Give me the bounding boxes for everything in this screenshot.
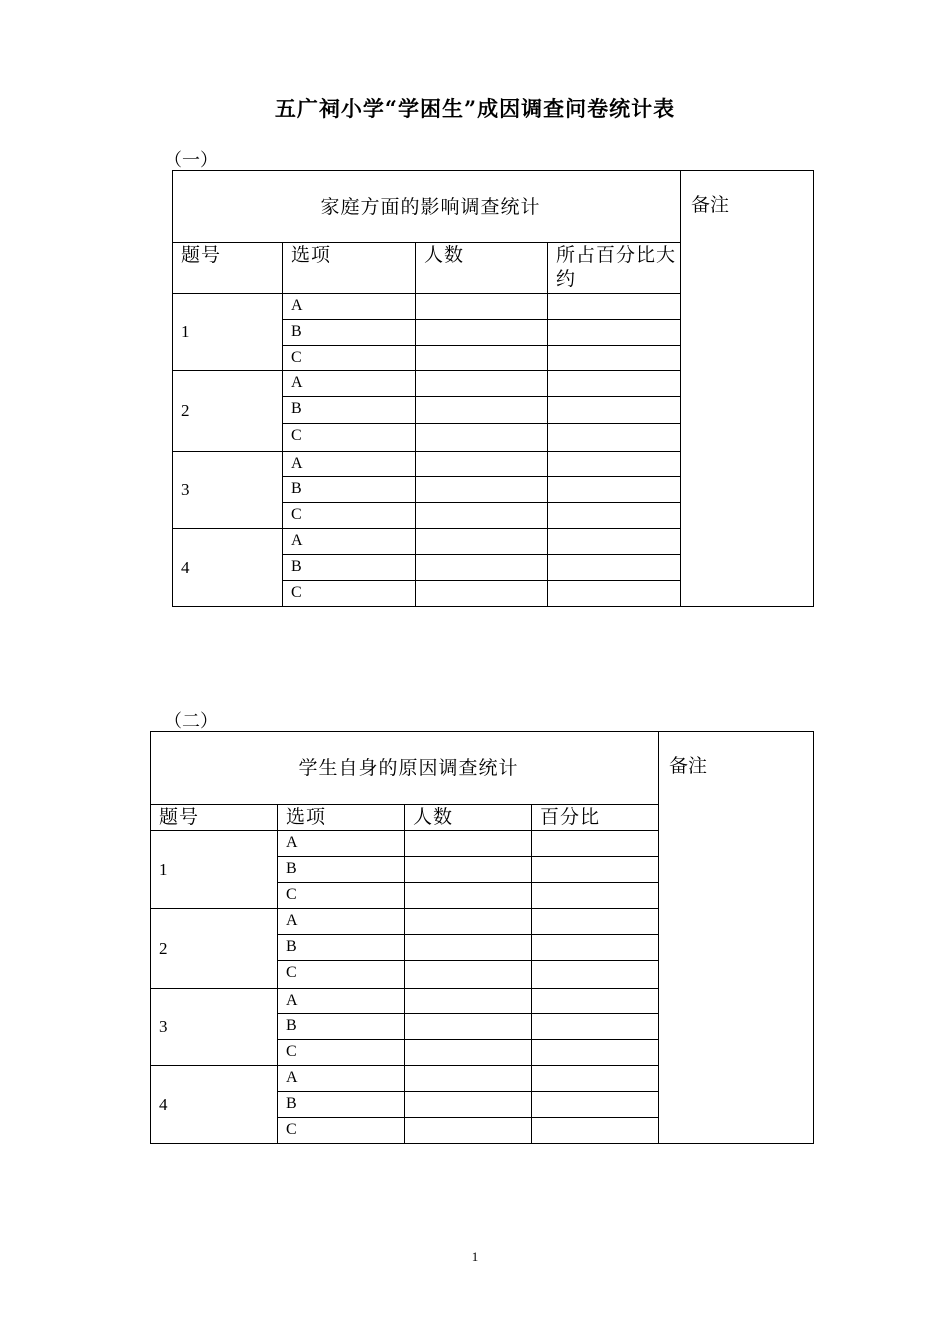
count-cell[interactable]	[416, 371, 548, 397]
percent-cell[interactable]	[532, 1066, 659, 1092]
question-number: 3	[151, 989, 278, 1066]
count-cell[interactable]	[405, 935, 532, 961]
count-cell[interactable]	[416, 424, 548, 452]
count-cell[interactable]	[416, 452, 548, 477]
question-number: 3	[173, 452, 283, 529]
percent-cell[interactable]	[532, 857, 659, 883]
option-label: C	[278, 883, 405, 909]
option-label: B	[283, 397, 416, 424]
option-label: B	[283, 555, 416, 581]
column-header-option: 选项	[278, 805, 405, 831]
question-number: 1	[173, 294, 283, 371]
percent-cell[interactable]	[532, 1014, 659, 1040]
percent-cell[interactable]	[548, 346, 681, 371]
question-number: 2	[151, 909, 278, 989]
percent-cell[interactable]	[548, 555, 681, 581]
percent-cell[interactable]	[532, 935, 659, 961]
section-label-2: （二）	[164, 711, 218, 732]
option-label: A	[278, 989, 405, 1014]
question-number: 4	[173, 529, 283, 607]
count-cell[interactable]	[416, 581, 548, 607]
option-label: A	[278, 831, 405, 857]
option-label: B	[283, 477, 416, 503]
count-cell[interactable]	[405, 1014, 532, 1040]
option-label: C	[283, 581, 416, 607]
section-label-1: （一）	[164, 150, 218, 171]
document-title: 五广祠小学“学困生”成因调查问卷统计表	[274, 96, 676, 121]
count-cell[interactable]	[405, 883, 532, 909]
percent-cell[interactable]	[548, 397, 681, 424]
table-header-title: 家庭方面的影响调查统计	[173, 171, 681, 243]
option-label: B	[278, 935, 405, 961]
option-label: C	[278, 1040, 405, 1066]
percent-cell[interactable]	[532, 1118, 659, 1144]
column-header-question: 题号	[173, 243, 283, 294]
count-cell[interactable]	[405, 857, 532, 883]
column-header-question: 题号	[151, 805, 278, 831]
percent-cell[interactable]	[548, 529, 681, 555]
percent-cell[interactable]	[548, 477, 681, 503]
count-cell[interactable]	[416, 320, 548, 346]
percent-cell[interactable]	[532, 883, 659, 909]
option-label: C	[278, 961, 405, 989]
count-cell[interactable]	[405, 831, 532, 857]
percent-cell[interactable]	[532, 831, 659, 857]
option-label: A	[283, 294, 416, 320]
percent-cell[interactable]	[548, 503, 681, 529]
count-cell[interactable]	[405, 1040, 532, 1066]
survey-table-family	[172, 170, 814, 607]
percent-cell[interactable]	[548, 371, 681, 397]
count-cell[interactable]	[405, 961, 532, 989]
remark-column: 备注	[681, 171, 814, 607]
count-cell[interactable]	[416, 503, 548, 529]
column-header-percent: 所占百分比大约	[548, 243, 681, 294]
percent-cell[interactable]	[532, 989, 659, 1014]
count-cell[interactable]	[416, 346, 548, 371]
option-label: B	[278, 857, 405, 883]
percent-cell[interactable]	[548, 424, 681, 452]
count-cell[interactable]	[416, 555, 548, 581]
count-cell[interactable]	[405, 1092, 532, 1118]
column-header-count: 人数	[405, 805, 532, 831]
count-cell[interactable]	[416, 529, 548, 555]
column-header-count: 人数	[416, 243, 548, 294]
question-number: 2	[173, 371, 283, 452]
option-label: C	[283, 503, 416, 529]
percent-cell[interactable]	[548, 320, 681, 346]
remark-column: 备注	[659, 732, 814, 1144]
option-label: A	[283, 452, 416, 477]
percent-cell[interactable]	[532, 961, 659, 989]
option-label: B	[278, 1092, 405, 1118]
percent-cell[interactable]	[548, 294, 681, 320]
option-label: C	[283, 424, 416, 452]
question-number: 1	[151, 831, 278, 909]
percent-cell[interactable]	[548, 581, 681, 607]
count-cell[interactable]	[405, 1066, 532, 1092]
page-number: 1	[471, 1249, 479, 1264]
percent-cell[interactable]	[532, 1040, 659, 1066]
option-label: A	[283, 529, 416, 555]
option-label: C	[278, 1118, 405, 1144]
count-cell[interactable]	[405, 909, 532, 935]
count-cell[interactable]	[416, 294, 548, 320]
question-number: 4	[151, 1066, 278, 1144]
option-label: A	[278, 1066, 405, 1092]
count-cell[interactable]	[405, 989, 532, 1014]
option-label: C	[283, 346, 416, 371]
column-header-percent: 百分比	[532, 805, 659, 831]
option-label: B	[283, 320, 416, 346]
percent-cell[interactable]	[548, 452, 681, 477]
option-label: A	[283, 371, 416, 397]
count-cell[interactable]	[416, 397, 548, 424]
survey-table-self	[150, 731, 814, 1144]
option-label: A	[278, 909, 405, 935]
option-label: B	[278, 1014, 405, 1040]
percent-cell[interactable]	[532, 1092, 659, 1118]
column-header-option: 选项	[283, 243, 416, 294]
table-header-title: 学生自身的原因调查统计	[151, 732, 659, 805]
percent-cell[interactable]	[532, 909, 659, 935]
count-cell[interactable]	[416, 477, 548, 503]
count-cell[interactable]	[405, 1118, 532, 1144]
